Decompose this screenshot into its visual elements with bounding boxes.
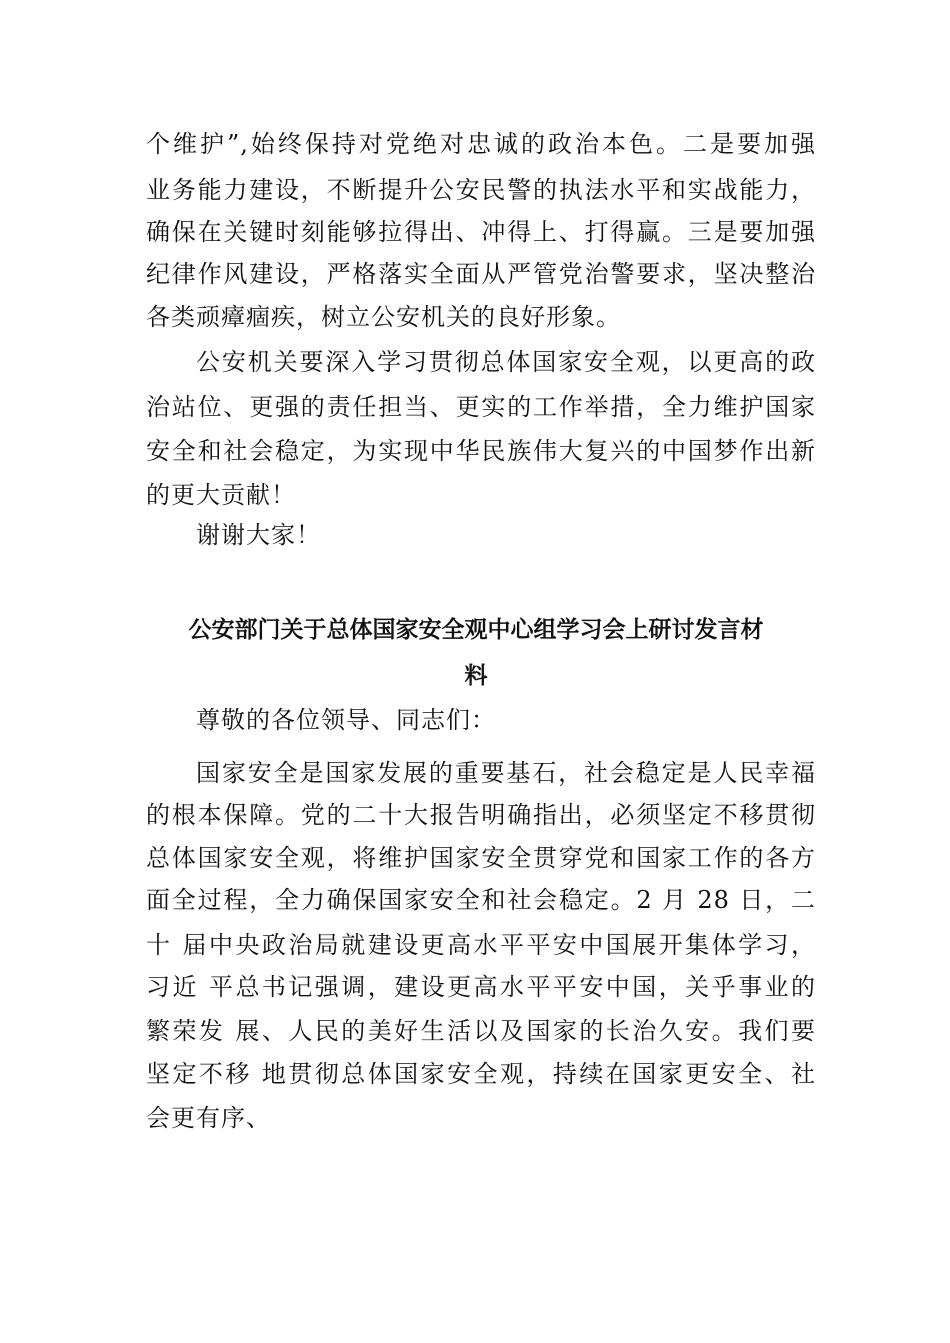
thanks-line: 谢谢大家！ [196, 521, 321, 549]
body-line: 的根本保障。党的二十大报告明确指出，必须坚定不移贯彻 [146, 801, 816, 829]
body-line: 十 届中央政治局就建设更高水平平安中国展开集体学习， [146, 931, 816, 959]
body-line: 面全过程，全力确保国家安全和社会稳定。2 月 28 日，二 [146, 886, 816, 914]
body-line: 确保在关键时刻能够拉得出、冲得上、打得赢。三是要加强 [146, 218, 816, 246]
closing-paragraph-line: 的更大贡献！ [146, 481, 296, 509]
body-line: 个维护”,始终保持对党绝对忠诚的政治本色。二是要加强 [146, 130, 816, 158]
section-title: 公安部门关于总体国家安全观中心组学习会上研讨发言材 [188, 617, 764, 643]
salutation: 尊敬的各位领导、同志们： [196, 706, 496, 734]
section-title-continuation: 料 [464, 663, 488, 689]
body-line: 繁荣发 展、人民的美好生活以及国家的长治久安。我们要 [146, 1017, 816, 1045]
body-line: 业务能力建设，不断提升公安民警的执法水平和实战能力， [146, 176, 816, 204]
body-line: 国家安全是国家发展的重要基石，社会稳定是人民幸福 [196, 759, 816, 787]
body-line: 纪律作风建设，严格落实全面从严管党治警要求，坚决整治 [146, 260, 816, 288]
body-line: 各类顽瘴痼疾，树立公安机关的良好形象。 [146, 303, 621, 331]
body-line: 坚定不移 地贯彻总体国家安全观，持续在国家更安全、社 [146, 1060, 816, 1088]
closing-paragraph-line: 治站位、更强的责任担当、更实的工作举措，全力维护国家 [146, 393, 816, 421]
closing-paragraph-line: 安全和社会稳定，为实现中华民族伟大复兴的中国梦作出新 [146, 437, 816, 465]
closing-paragraph-line: 公安机关要深入学习贯彻总体国家安全观，以更高的政 [196, 348, 816, 376]
body-line: 习近 平总书记强调，建设更高水平平安中国，关乎事业的 [146, 973, 816, 1001]
body-line: 会更有序、 [146, 1104, 271, 1132]
body-line: 总体国家安全观，将维护国家安全贯穿党和国家工作的各方 [146, 844, 816, 872]
